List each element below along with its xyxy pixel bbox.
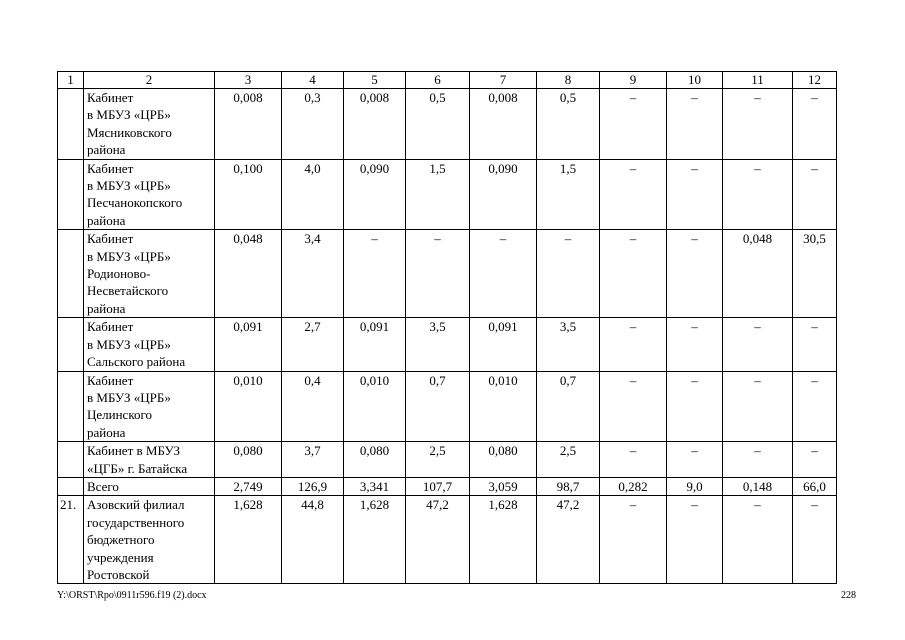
row-index-cell xyxy=(58,159,84,230)
institution-name-line: Целинского xyxy=(87,407,152,423)
institution-name-line: Кабинет xyxy=(87,231,134,247)
value-cell: – xyxy=(793,371,837,442)
institution-name-line: бюджетного xyxy=(87,532,155,548)
value-cell: – xyxy=(600,89,667,160)
value-cell: – xyxy=(667,230,723,318)
institution-name-line: Кабинет xyxy=(87,160,134,176)
value-cell: – xyxy=(793,159,837,230)
institution-name-line: Сальского района xyxy=(87,354,186,370)
value-cell: 3,4 xyxy=(282,230,344,318)
value-cell: 0,4 xyxy=(282,371,344,442)
header-cell: 6 xyxy=(406,72,470,89)
value-cell: 0,048 xyxy=(723,230,793,318)
header-cell: 2 xyxy=(84,72,215,89)
value-cell: 30,5 xyxy=(793,230,837,318)
institution-name-cell xyxy=(84,89,215,160)
institution-name-cell xyxy=(84,159,215,230)
header-cell: 3 xyxy=(215,72,282,89)
value-cell: – xyxy=(600,230,667,318)
institution-name-line: Кабинет xyxy=(87,90,134,105)
value-cell: – xyxy=(793,442,837,478)
value-cell: 0,080 xyxy=(344,442,406,478)
value-cell: 2,749 xyxy=(215,477,282,495)
value-cell: – xyxy=(793,496,837,584)
value-cell: 1,628 xyxy=(215,496,282,584)
institution-name-cell xyxy=(84,477,215,495)
institution-name-line: Мясниковского xyxy=(87,124,172,140)
institution-name-cell xyxy=(84,442,215,478)
value-cell: – xyxy=(600,371,667,442)
value-cell: 44,8 xyxy=(282,496,344,584)
row-index-cell xyxy=(58,477,84,495)
value-cell: 126,9 xyxy=(282,477,344,495)
table-row xyxy=(58,318,837,371)
institution-name-line: в МБУЗ «ЦРБ» xyxy=(87,336,171,352)
institution-name-line: Всего xyxy=(87,478,119,494)
value-cell: – xyxy=(667,89,723,160)
institution-name-cell xyxy=(84,230,215,318)
value-cell: 0,048 xyxy=(215,230,282,318)
value-cell: 2,5 xyxy=(406,442,470,478)
institution-name-line: в МБУЗ «ЦРБ» xyxy=(87,178,171,194)
value-cell: – xyxy=(723,159,793,230)
value-cell: 0,008 xyxy=(344,89,406,160)
institution-name-line: района xyxy=(87,212,126,228)
institution-name-line: Кабинет xyxy=(87,319,134,335)
header-cell: 11 xyxy=(723,72,793,89)
value-cell: 0,5 xyxy=(537,89,600,160)
table-row xyxy=(58,496,837,584)
value-cell: – xyxy=(723,371,793,442)
institution-name-line: Азовский филиал xyxy=(87,497,185,513)
row-index-cell xyxy=(58,318,84,371)
header-cell: 5 xyxy=(344,72,406,89)
value-cell: – xyxy=(723,89,793,160)
value-cell: 9,0 xyxy=(667,477,723,495)
value-cell: – xyxy=(470,230,537,318)
header-cell: 10 xyxy=(667,72,723,89)
institution-name-line: Ростовской xyxy=(87,566,150,582)
value-cell: 3,5 xyxy=(537,318,600,371)
header-row xyxy=(58,72,837,89)
value-cell: 0,008 xyxy=(470,89,537,160)
value-cell: 66,0 xyxy=(793,477,837,495)
value-cell: – xyxy=(723,442,793,478)
institution-name-line: района xyxy=(87,300,126,316)
value-cell: 1,5 xyxy=(537,159,600,230)
value-cell: – xyxy=(793,89,837,160)
value-cell: – xyxy=(723,496,793,584)
header-cell: 8 xyxy=(537,72,600,89)
value-cell: 3,5 xyxy=(406,318,470,371)
header-cell: 4 xyxy=(282,72,344,89)
value-cell: 1,628 xyxy=(344,496,406,584)
value-cell: 0,3 xyxy=(282,89,344,160)
value-cell: 107,7 xyxy=(406,477,470,495)
value-cell: – xyxy=(667,442,723,478)
value-cell: 3,341 xyxy=(344,477,406,495)
value-cell: – xyxy=(667,318,723,371)
value-cell: 1,628 xyxy=(470,496,537,584)
value-cell: 0,090 xyxy=(344,159,406,230)
table-row xyxy=(58,442,837,478)
value-cell: 0,080 xyxy=(215,442,282,478)
row-index-cell xyxy=(58,442,84,478)
institution-name-line: района xyxy=(87,424,126,440)
footer-page-number: 228 xyxy=(841,590,856,601)
value-cell: – xyxy=(723,318,793,371)
value-cell: – xyxy=(600,159,667,230)
institution-name-line: в МБУЗ «ЦРБ» xyxy=(87,389,171,405)
value-cell: 1,5 xyxy=(406,159,470,230)
value-cell: 47,2 xyxy=(537,496,600,584)
row-index-cell xyxy=(58,89,84,160)
institution-name-line: района xyxy=(87,142,126,158)
value-cell: 0,090 xyxy=(470,159,537,230)
value-cell: 0,091 xyxy=(344,318,406,371)
institution-name-line: «ЦГБ» г. Батайска xyxy=(87,460,188,476)
value-cell: 0,010 xyxy=(215,371,282,442)
institution-name-cell xyxy=(84,318,215,371)
value-cell: – xyxy=(793,318,837,371)
value-cell: 0,100 xyxy=(215,159,282,230)
value-cell: 3,059 xyxy=(470,477,537,495)
row-index-cell xyxy=(58,230,84,318)
row-index-cell xyxy=(58,371,84,442)
value-cell: – xyxy=(667,496,723,584)
value-cell: 0,148 xyxy=(723,477,793,495)
header-cell: 12 xyxy=(793,72,837,89)
institution-name-line: Родионово- xyxy=(87,266,151,282)
value-cell: 0,7 xyxy=(537,371,600,442)
table-row xyxy=(58,89,837,160)
value-cell: 47,2 xyxy=(406,496,470,584)
value-cell: – xyxy=(537,230,600,318)
value-cell: 0,091 xyxy=(470,318,537,371)
value-cell: – xyxy=(667,371,723,442)
value-cell: 0,010 xyxy=(470,371,537,442)
institution-name-line: государственного xyxy=(87,514,185,530)
value-cell: 0,7 xyxy=(406,371,470,442)
value-cell: 0,5 xyxy=(406,89,470,160)
institution-name-line: Кабинет в МБУЗ xyxy=(87,443,180,459)
institution-name-cell xyxy=(84,496,215,584)
header-cell: 9 xyxy=(600,72,667,89)
institution-name-line: в МБУЗ «ЦРБ» xyxy=(87,248,171,264)
value-cell: – xyxy=(600,318,667,371)
footer-file-path: Y:\ORST\Rpo\0911r596.f19 (2).docx xyxy=(57,590,207,601)
value-cell: 4,0 xyxy=(282,159,344,230)
data-table xyxy=(57,71,837,584)
value-cell: – xyxy=(600,496,667,584)
table-row xyxy=(58,371,837,442)
value-cell: – xyxy=(344,230,406,318)
row-index-cell: 21. xyxy=(58,496,84,584)
header-cell: 7 xyxy=(470,72,537,89)
institution-name-line: Несветайского xyxy=(87,283,169,299)
value-cell: 0,091 xyxy=(215,318,282,371)
institution-name-line: в МБУЗ «ЦРБ» xyxy=(87,107,171,123)
institution-name-line: Кабинет xyxy=(87,372,134,388)
table-row xyxy=(58,159,837,230)
institution-name-cell xyxy=(84,371,215,442)
table-row xyxy=(58,477,837,495)
value-cell: 3,7 xyxy=(282,442,344,478)
table-row xyxy=(58,230,837,318)
value-cell: 98,7 xyxy=(537,477,600,495)
value-cell: – xyxy=(667,159,723,230)
institution-name-line: учреждения xyxy=(87,549,154,565)
value-cell: 0,010 xyxy=(344,371,406,442)
institution-name-line: Песчанокопского xyxy=(87,195,183,211)
value-cell: – xyxy=(406,230,470,318)
value-cell: – xyxy=(600,442,667,478)
value-cell: 2,7 xyxy=(282,318,344,371)
value-cell: 0,008 xyxy=(215,89,282,160)
value-cell: 2,5 xyxy=(537,442,600,478)
value-cell: 0,080 xyxy=(470,442,537,478)
value-cell: 0,282 xyxy=(600,477,667,495)
header-cell: 1 xyxy=(58,72,84,89)
